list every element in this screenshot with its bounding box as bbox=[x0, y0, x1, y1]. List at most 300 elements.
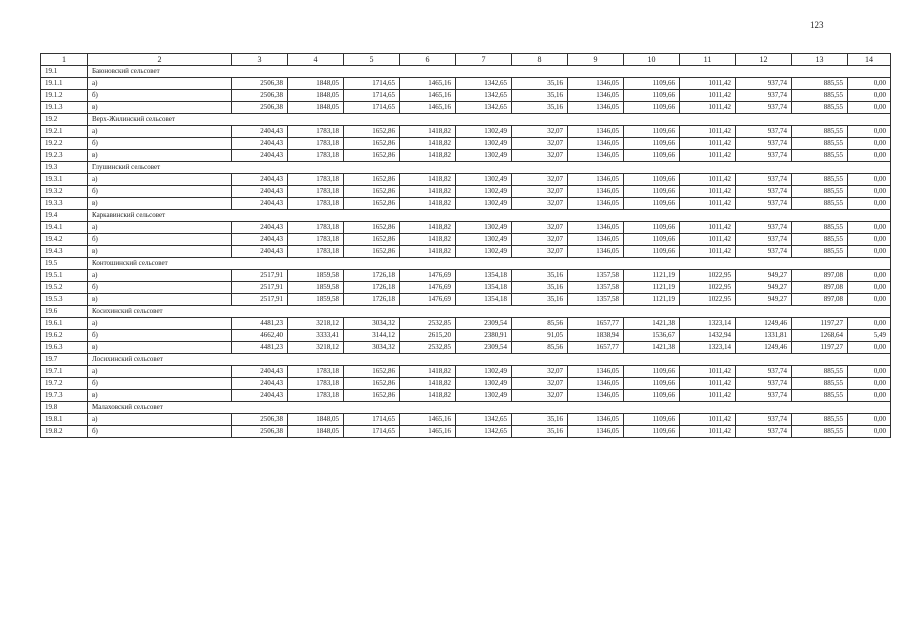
value-cell: 35,16 bbox=[512, 282, 568, 294]
value-cell: 1652,86 bbox=[344, 234, 400, 246]
value-cell: 0,00 bbox=[848, 186, 891, 198]
value-cell: 35,16 bbox=[512, 78, 568, 90]
value-cell: 1011,42 bbox=[680, 366, 736, 378]
value-cell: 937,74 bbox=[736, 222, 792, 234]
value-cell: 1783,18 bbox=[288, 126, 344, 138]
value-cell: 1302,49 bbox=[456, 174, 512, 186]
value-cell: 1652,86 bbox=[344, 186, 400, 198]
value-cell: 1714,65 bbox=[344, 102, 400, 114]
column-header: 14 bbox=[848, 54, 891, 66]
value-cell: 937,74 bbox=[736, 198, 792, 210]
column-header: 6 bbox=[400, 54, 456, 66]
group-name: Каркавинский сельсовет bbox=[88, 210, 891, 222]
value-cell: 0,00 bbox=[848, 426, 891, 438]
value-cell: 1418,82 bbox=[400, 150, 456, 162]
value-cell: 1109,66 bbox=[624, 234, 680, 246]
value-cell: 885,55 bbox=[792, 222, 848, 234]
value-cell: 1476,69 bbox=[400, 270, 456, 282]
column-header: 13 bbox=[792, 54, 848, 66]
value-cell: 0,00 bbox=[848, 126, 891, 138]
value-cell: 1783,18 bbox=[288, 150, 344, 162]
value-cell: 885,55 bbox=[792, 126, 848, 138]
table-row bbox=[41, 330, 891, 342]
value-cell: 4481,23 bbox=[232, 318, 288, 330]
group-row bbox=[41, 258, 891, 270]
value-cell: 1342,65 bbox=[456, 78, 512, 90]
value-cell: 0,00 bbox=[848, 366, 891, 378]
value-cell: 1011,42 bbox=[680, 78, 736, 90]
row-label: в) bbox=[88, 198, 232, 210]
value-cell: 1109,66 bbox=[624, 246, 680, 258]
value-cell: 1346,05 bbox=[568, 126, 624, 138]
group-row bbox=[41, 354, 891, 366]
value-cell: 1652,86 bbox=[344, 126, 400, 138]
value-cell: 885,55 bbox=[792, 246, 848, 258]
value-cell: 2506,38 bbox=[232, 102, 288, 114]
value-cell: 32,07 bbox=[512, 246, 568, 258]
value-cell: 1783,18 bbox=[288, 246, 344, 258]
value-cell: 2517,91 bbox=[232, 294, 288, 306]
value-cell: 32,07 bbox=[512, 378, 568, 390]
value-cell: 937,74 bbox=[736, 150, 792, 162]
value-cell: 5,49 bbox=[848, 330, 891, 342]
value-cell: 1346,05 bbox=[568, 366, 624, 378]
value-cell: 1783,18 bbox=[288, 366, 344, 378]
value-cell: 885,55 bbox=[792, 186, 848, 198]
value-cell: 937,74 bbox=[736, 246, 792, 258]
group-row bbox=[41, 66, 891, 78]
value-cell: 1476,69 bbox=[400, 282, 456, 294]
row-code: 19.1.2 bbox=[41, 90, 88, 102]
value-cell: 1302,49 bbox=[456, 390, 512, 402]
table-row bbox=[41, 150, 891, 162]
value-cell: 1848,05 bbox=[288, 78, 344, 90]
value-cell: 32,07 bbox=[512, 126, 568, 138]
value-cell: 1346,05 bbox=[568, 138, 624, 150]
value-cell: 0,00 bbox=[848, 78, 891, 90]
value-cell: 949,27 bbox=[736, 270, 792, 282]
value-cell: 1011,42 bbox=[680, 90, 736, 102]
value-cell: 1848,05 bbox=[288, 102, 344, 114]
row-label: в) bbox=[88, 294, 232, 306]
value-cell: 1465,16 bbox=[400, 78, 456, 90]
value-cell: 885,55 bbox=[792, 150, 848, 162]
value-cell: 1302,49 bbox=[456, 378, 512, 390]
value-cell: 937,74 bbox=[736, 414, 792, 426]
value-cell: 1714,65 bbox=[344, 78, 400, 90]
group-number: 19.2 bbox=[41, 114, 88, 126]
value-cell: 1331,81 bbox=[736, 330, 792, 342]
value-cell: 2517,91 bbox=[232, 270, 288, 282]
value-cell: 2517,91 bbox=[232, 282, 288, 294]
value-cell: 1346,05 bbox=[568, 234, 624, 246]
value-cell: 1302,49 bbox=[456, 198, 512, 210]
value-cell: 1418,82 bbox=[400, 126, 456, 138]
value-cell: 1109,66 bbox=[624, 222, 680, 234]
value-cell: 1342,65 bbox=[456, 414, 512, 426]
row-code: 19.3.2 bbox=[41, 186, 88, 198]
value-cell: 1346,05 bbox=[568, 426, 624, 438]
value-cell: 1011,42 bbox=[680, 222, 736, 234]
row-label: б) bbox=[88, 330, 232, 342]
value-cell: 2404,43 bbox=[232, 390, 288, 402]
row-code: 19.6.1 bbox=[41, 318, 88, 330]
value-cell: 1109,66 bbox=[624, 366, 680, 378]
row-label: б) bbox=[88, 378, 232, 390]
page-number: 123 bbox=[810, 20, 824, 30]
row-label: а) bbox=[88, 366, 232, 378]
row-code: 19.4.1 bbox=[41, 222, 88, 234]
value-cell: 3034,32 bbox=[344, 342, 400, 354]
value-cell: 2404,43 bbox=[232, 378, 288, 390]
value-cell: 1346,05 bbox=[568, 198, 624, 210]
value-cell: 1783,18 bbox=[288, 198, 344, 210]
value-cell: 2404,43 bbox=[232, 174, 288, 186]
value-cell: 897,08 bbox=[792, 282, 848, 294]
value-cell: 1726,18 bbox=[344, 282, 400, 294]
value-cell: 1109,66 bbox=[624, 102, 680, 114]
value-cell: 885,55 bbox=[792, 390, 848, 402]
value-cell: 1418,82 bbox=[400, 246, 456, 258]
table-row bbox=[41, 222, 891, 234]
value-cell: 1357,58 bbox=[568, 270, 624, 282]
group-row bbox=[41, 306, 891, 318]
value-cell: 0,00 bbox=[848, 246, 891, 258]
group-row bbox=[41, 210, 891, 222]
value-cell: 1432,94 bbox=[680, 330, 736, 342]
value-cell: 1838,94 bbox=[568, 330, 624, 342]
group-number: 19.5 bbox=[41, 258, 88, 270]
value-cell: 2404,43 bbox=[232, 222, 288, 234]
table-row bbox=[41, 366, 891, 378]
value-cell: 1783,18 bbox=[288, 222, 344, 234]
value-cell: 1011,42 bbox=[680, 378, 736, 390]
group-number: 19.4 bbox=[41, 210, 88, 222]
value-cell: 897,08 bbox=[792, 270, 848, 282]
value-cell: 1783,18 bbox=[288, 378, 344, 390]
group-number: 19.8 bbox=[41, 402, 88, 414]
value-cell: 1011,42 bbox=[680, 186, 736, 198]
value-cell: 1268,64 bbox=[792, 330, 848, 342]
value-cell: 1859,58 bbox=[288, 270, 344, 282]
group-number: 19.6 bbox=[41, 306, 88, 318]
value-cell: 0,00 bbox=[848, 282, 891, 294]
value-cell: 1323,14 bbox=[680, 342, 736, 354]
value-cell: 35,16 bbox=[512, 102, 568, 114]
value-cell: 1342,65 bbox=[456, 90, 512, 102]
value-cell: 2506,38 bbox=[232, 78, 288, 90]
row-label: а) bbox=[88, 126, 232, 138]
row-label: в) bbox=[88, 390, 232, 402]
header-row bbox=[41, 54, 891, 66]
value-cell: 1249,46 bbox=[736, 318, 792, 330]
value-cell: 937,74 bbox=[736, 138, 792, 150]
value-cell: 3034,32 bbox=[344, 318, 400, 330]
column-header: 4 bbox=[288, 54, 344, 66]
value-cell: 1418,82 bbox=[400, 138, 456, 150]
value-cell: 2404,43 bbox=[232, 138, 288, 150]
row-code: 19.7.2 bbox=[41, 378, 88, 390]
value-cell: 1346,05 bbox=[568, 414, 624, 426]
value-cell: 0,00 bbox=[848, 414, 891, 426]
value-cell: 1011,42 bbox=[680, 174, 736, 186]
value-cell: 0,00 bbox=[848, 174, 891, 186]
group-number: 19.1 bbox=[41, 66, 88, 78]
value-cell: 1011,42 bbox=[680, 246, 736, 258]
value-cell: 2404,43 bbox=[232, 246, 288, 258]
value-cell: 4662,40 bbox=[232, 330, 288, 342]
group-name: Контошинский сельсовет bbox=[88, 258, 891, 270]
value-cell: 1859,58 bbox=[288, 282, 344, 294]
row-label: а) bbox=[88, 318, 232, 330]
value-cell: 1302,49 bbox=[456, 138, 512, 150]
value-cell: 1354,18 bbox=[456, 282, 512, 294]
value-cell: 1109,66 bbox=[624, 150, 680, 162]
group-row bbox=[41, 162, 891, 174]
row-label: б) bbox=[88, 282, 232, 294]
value-cell: 32,07 bbox=[512, 150, 568, 162]
value-cell: 1011,42 bbox=[680, 150, 736, 162]
value-cell: 1346,05 bbox=[568, 186, 624, 198]
value-cell: 1783,18 bbox=[288, 234, 344, 246]
row-code: 19.8.1 bbox=[41, 414, 88, 426]
value-cell: 1652,86 bbox=[344, 378, 400, 390]
value-cell: 1652,86 bbox=[344, 366, 400, 378]
value-cell: 1465,16 bbox=[400, 426, 456, 438]
value-cell: 1652,86 bbox=[344, 150, 400, 162]
table-row bbox=[41, 90, 891, 102]
table-row bbox=[41, 138, 891, 150]
table-row bbox=[41, 78, 891, 90]
value-cell: 32,07 bbox=[512, 138, 568, 150]
row-label: в) bbox=[88, 102, 232, 114]
value-cell: 32,07 bbox=[512, 222, 568, 234]
table-row bbox=[41, 234, 891, 246]
value-cell: 1848,05 bbox=[288, 426, 344, 438]
value-cell: 1652,86 bbox=[344, 138, 400, 150]
row-code: 19.7.3 bbox=[41, 390, 88, 402]
value-cell: 937,74 bbox=[736, 186, 792, 198]
value-cell: 1109,66 bbox=[624, 78, 680, 90]
value-cell: 2506,38 bbox=[232, 426, 288, 438]
table-row bbox=[41, 342, 891, 354]
table-body bbox=[41, 54, 891, 438]
table-row bbox=[41, 246, 891, 258]
table-row bbox=[41, 270, 891, 282]
value-cell: 1652,86 bbox=[344, 174, 400, 186]
value-cell: 1011,42 bbox=[680, 414, 736, 426]
value-cell: 1011,42 bbox=[680, 138, 736, 150]
value-cell: 937,74 bbox=[736, 102, 792, 114]
value-cell: 1109,66 bbox=[624, 198, 680, 210]
row-code: 19.5.1 bbox=[41, 270, 88, 282]
value-cell: 1418,82 bbox=[400, 186, 456, 198]
value-cell: 2404,43 bbox=[232, 186, 288, 198]
value-cell: 1346,05 bbox=[568, 78, 624, 90]
table-row bbox=[41, 390, 891, 402]
group-name: Глушинский сельсовет bbox=[88, 162, 891, 174]
value-cell: 35,16 bbox=[512, 414, 568, 426]
value-cell: 2404,43 bbox=[232, 366, 288, 378]
column-header: 8 bbox=[512, 54, 568, 66]
column-header: 1 bbox=[41, 54, 88, 66]
value-cell: 3333,41 bbox=[288, 330, 344, 342]
value-cell: 1197,27 bbox=[792, 318, 848, 330]
value-cell: 1859,58 bbox=[288, 294, 344, 306]
row-code: 19.8.2 bbox=[41, 426, 88, 438]
table-row bbox=[41, 378, 891, 390]
column-header: 10 bbox=[624, 54, 680, 66]
table-row bbox=[41, 414, 891, 426]
value-cell: 897,08 bbox=[792, 294, 848, 306]
value-cell: 885,55 bbox=[792, 90, 848, 102]
value-cell: 1536,67 bbox=[624, 330, 680, 342]
table-row bbox=[41, 426, 891, 438]
value-cell: 1418,82 bbox=[400, 234, 456, 246]
value-cell: 2380,91 bbox=[456, 330, 512, 342]
value-cell: 3218,12 bbox=[288, 318, 344, 330]
value-cell: 1465,16 bbox=[400, 414, 456, 426]
value-cell: 885,55 bbox=[792, 198, 848, 210]
table-row bbox=[41, 102, 891, 114]
value-cell: 1465,16 bbox=[400, 102, 456, 114]
value-cell: 1121,19 bbox=[624, 270, 680, 282]
row-code: 19.4.3 bbox=[41, 246, 88, 258]
value-cell: 1302,49 bbox=[456, 222, 512, 234]
value-cell: 1652,86 bbox=[344, 198, 400, 210]
value-cell: 1011,42 bbox=[680, 426, 736, 438]
value-cell: 937,74 bbox=[736, 426, 792, 438]
value-cell: 1357,58 bbox=[568, 294, 624, 306]
tariff-table bbox=[40, 53, 891, 438]
value-cell: 1302,49 bbox=[456, 150, 512, 162]
value-cell: 0,00 bbox=[848, 342, 891, 354]
value-cell: 1022,95 bbox=[680, 294, 736, 306]
value-cell: 2506,38 bbox=[232, 90, 288, 102]
value-cell: 937,74 bbox=[736, 174, 792, 186]
value-cell: 1346,05 bbox=[568, 378, 624, 390]
column-header: 12 bbox=[736, 54, 792, 66]
value-cell: 2532,85 bbox=[400, 318, 456, 330]
row-label: б) bbox=[88, 234, 232, 246]
value-cell: 1652,86 bbox=[344, 246, 400, 258]
value-cell: 1011,42 bbox=[680, 234, 736, 246]
value-cell: 1476,69 bbox=[400, 294, 456, 306]
row-label: а) bbox=[88, 222, 232, 234]
value-cell: 1652,86 bbox=[344, 390, 400, 402]
value-cell: 1346,05 bbox=[568, 150, 624, 162]
value-cell: 2404,43 bbox=[232, 234, 288, 246]
value-cell: 937,74 bbox=[736, 126, 792, 138]
value-cell: 0,00 bbox=[848, 234, 891, 246]
value-cell: 91,05 bbox=[512, 330, 568, 342]
value-cell: 32,07 bbox=[512, 390, 568, 402]
row-code: 19.2.2 bbox=[41, 138, 88, 150]
value-cell: 1848,05 bbox=[288, 414, 344, 426]
row-code: 19.6.3 bbox=[41, 342, 88, 354]
value-cell: 949,27 bbox=[736, 294, 792, 306]
value-cell: 885,55 bbox=[792, 102, 848, 114]
value-cell: 1011,42 bbox=[680, 102, 736, 114]
value-cell: 2615,20 bbox=[400, 330, 456, 342]
value-cell: 1109,66 bbox=[624, 426, 680, 438]
group-name: Баюновский сельсовет bbox=[88, 66, 891, 78]
value-cell: 885,55 bbox=[792, 414, 848, 426]
value-cell: 2506,38 bbox=[232, 414, 288, 426]
value-cell: 2404,43 bbox=[232, 198, 288, 210]
row-label: а) bbox=[88, 174, 232, 186]
value-cell: 1354,18 bbox=[456, 270, 512, 282]
group-row bbox=[41, 402, 891, 414]
group-name: Лосихинский сельсовет bbox=[88, 354, 891, 366]
value-cell: 937,74 bbox=[736, 234, 792, 246]
table-row bbox=[41, 186, 891, 198]
row-label: б) bbox=[88, 138, 232, 150]
row-label: в) bbox=[88, 246, 232, 258]
value-cell: 1783,18 bbox=[288, 390, 344, 402]
row-label: а) bbox=[88, 270, 232, 282]
value-cell: 1357,58 bbox=[568, 282, 624, 294]
group-number: 19.3 bbox=[41, 162, 88, 174]
value-cell: 1421,38 bbox=[624, 342, 680, 354]
value-cell: 1848,05 bbox=[288, 90, 344, 102]
value-cell: 1109,66 bbox=[624, 390, 680, 402]
value-cell: 1714,65 bbox=[344, 426, 400, 438]
value-cell: 2404,43 bbox=[232, 150, 288, 162]
value-cell: 0,00 bbox=[848, 378, 891, 390]
value-cell: 3144,12 bbox=[344, 330, 400, 342]
value-cell: 885,55 bbox=[792, 174, 848, 186]
group-name: Малаховский сельсовет bbox=[88, 402, 891, 414]
value-cell: 1421,38 bbox=[624, 318, 680, 330]
column-header: 11 bbox=[680, 54, 736, 66]
table-row bbox=[41, 294, 891, 306]
group-name: Косихинский сельсовет bbox=[88, 306, 891, 318]
value-cell: 1714,65 bbox=[344, 90, 400, 102]
value-cell: 1652,86 bbox=[344, 222, 400, 234]
column-header: 5 bbox=[344, 54, 400, 66]
value-cell: 1109,66 bbox=[624, 126, 680, 138]
value-cell: 937,74 bbox=[736, 78, 792, 90]
table-row bbox=[41, 282, 891, 294]
value-cell: 1418,82 bbox=[400, 378, 456, 390]
value-cell: 0,00 bbox=[848, 294, 891, 306]
value-cell: 0,00 bbox=[848, 90, 891, 102]
value-cell: 35,16 bbox=[512, 294, 568, 306]
column-header: 3 bbox=[232, 54, 288, 66]
value-cell: 1354,18 bbox=[456, 294, 512, 306]
value-cell: 35,16 bbox=[512, 270, 568, 282]
value-cell: 2532,85 bbox=[400, 342, 456, 354]
row-label: а) bbox=[88, 414, 232, 426]
value-cell: 0,00 bbox=[848, 138, 891, 150]
value-cell: 937,74 bbox=[736, 90, 792, 102]
value-cell: 1302,49 bbox=[456, 126, 512, 138]
value-cell: 0,00 bbox=[848, 102, 891, 114]
value-cell: 885,55 bbox=[792, 366, 848, 378]
value-cell: 1011,42 bbox=[680, 198, 736, 210]
value-cell: 885,55 bbox=[792, 234, 848, 246]
value-cell: 2309,54 bbox=[456, 342, 512, 354]
value-cell: 885,55 bbox=[792, 138, 848, 150]
value-cell: 1418,82 bbox=[400, 366, 456, 378]
value-cell: 2309,54 bbox=[456, 318, 512, 330]
row-label: а) bbox=[88, 78, 232, 90]
value-cell: 1346,05 bbox=[568, 102, 624, 114]
value-cell: 885,55 bbox=[792, 78, 848, 90]
value-cell: 1726,18 bbox=[344, 294, 400, 306]
value-cell: 1109,66 bbox=[624, 174, 680, 186]
